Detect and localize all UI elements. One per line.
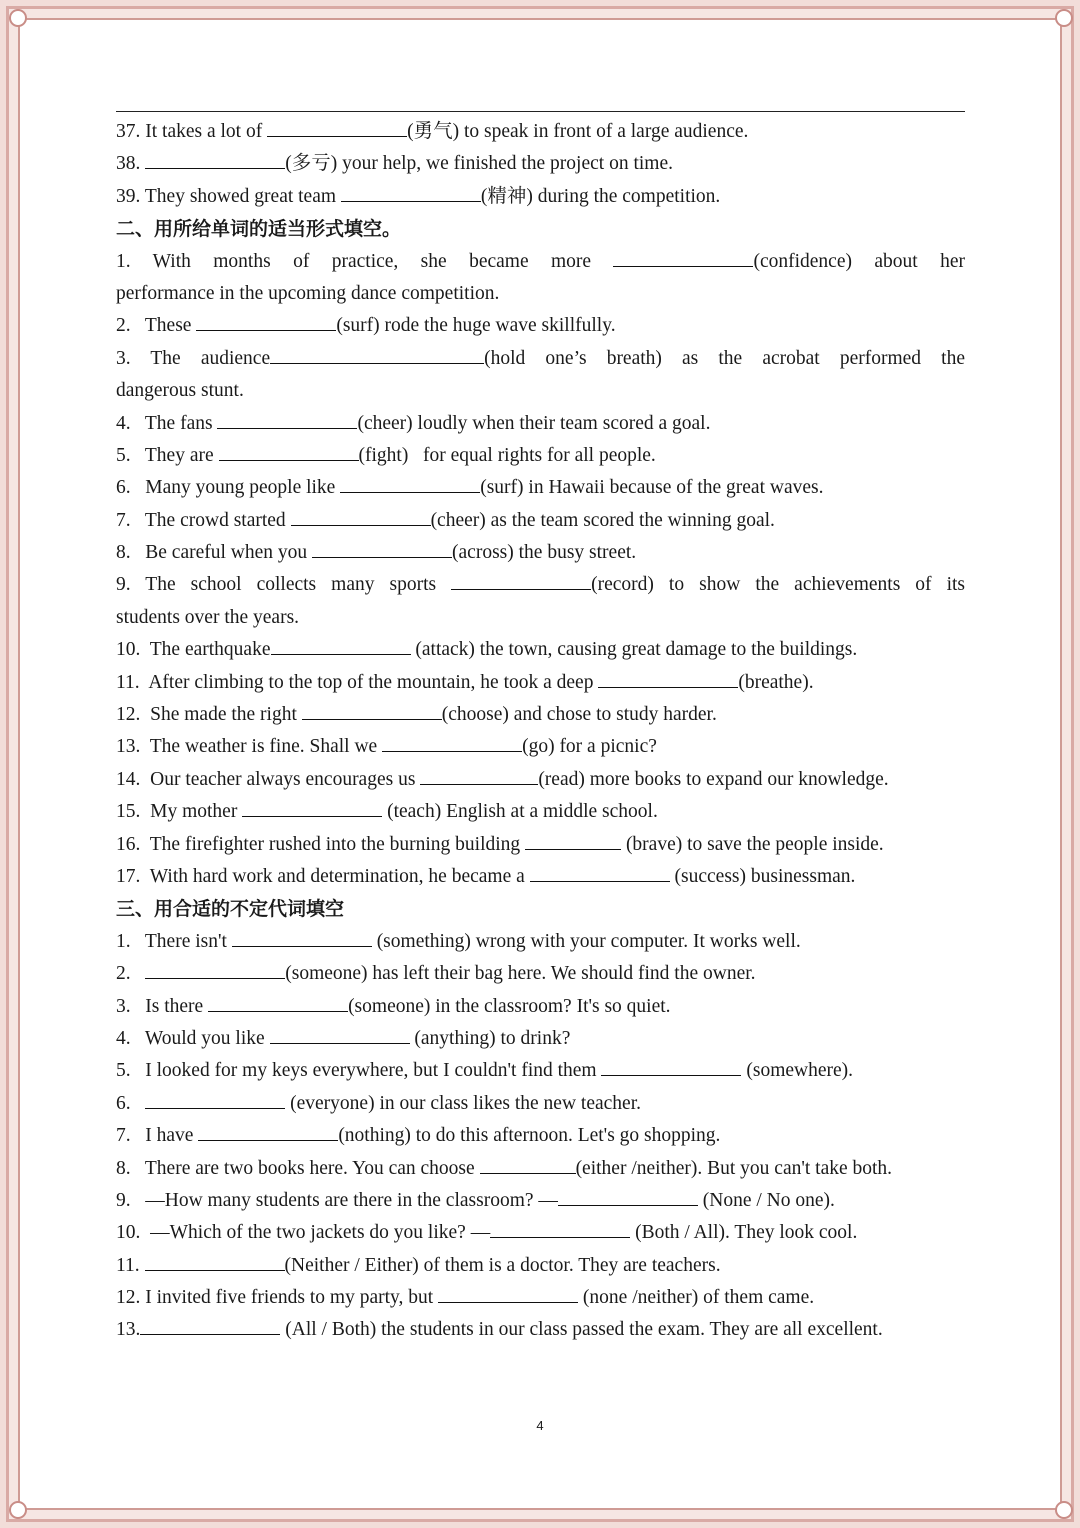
question-s3-10: 10. —Which of the two jackets do you like? — (Both / All). They look cool. (116, 1217, 965, 1249)
answer-blank[interactable] (271, 634, 411, 655)
question-s2-12: 12. She made the right (choose) and chose to study harder. (116, 699, 965, 731)
question-s3-11: 11. (Neither / Either) of them is a doctor. They are teachers. (116, 1250, 965, 1282)
question-s3-2: 2. (someone) has left their bag here. We should find the owner. (116, 958, 965, 990)
frame-corner-ornament (9, 1501, 27, 1519)
question-continuation: students over the years. (116, 606, 300, 628)
answer-blank[interactable] (145, 148, 285, 169)
answer-blank[interactable] (420, 764, 538, 785)
question-continuation: dangerous stunt. (116, 380, 244, 402)
answer-blank[interactable] (525, 829, 621, 850)
question-s2-11: 11. After climbing to the top of the mountain, he took a deep (breathe). (116, 667, 965, 699)
answer-blank[interactable] (341, 181, 481, 202)
question-s2-8: 8. Be careful when you (across) the busy street. (116, 537, 965, 569)
question-s2-10: 10. The earthquake (attack) the town, causing great damage to the buildings. (116, 634, 965, 666)
question-s2-4: 4. The fans (cheer) loudly when their team scored a goal. (116, 408, 965, 440)
answer-blank[interactable] (145, 1088, 285, 1109)
frame-corner-ornament (1055, 9, 1073, 27)
question-s3-13: 13. (All / Both) the students in our class passed the exam. They are all excellent. (116, 1314, 965, 1346)
answer-blank[interactable] (601, 1055, 741, 1076)
answer-blank[interactable] (270, 343, 484, 364)
answer-blank[interactable] (558, 1185, 698, 1206)
header-rule (116, 111, 965, 112)
answer-blank[interactable] (382, 731, 522, 752)
answer-blank[interactable] (490, 1217, 630, 1238)
question-s2-3: 3. The audience (hold one’s breath) as the acrobat performed the (116, 343, 965, 375)
question-s3-6: 6. (everyone) in our class likes the new teacher. (116, 1088, 965, 1120)
question-s2-15: 15. My mother (teach) English at a middle school. (116, 796, 965, 828)
answer-blank[interactable] (198, 1120, 338, 1141)
question-s2-17: 17. With hard work and determination, he became a (success) businessman. (116, 861, 965, 893)
question-s2-7: 7. The crowd started (cheer) as the team scored the winning goal. (116, 505, 965, 537)
question-s2-1: 1. With months of practice, she became more (confidence) about her (116, 246, 965, 278)
question-s3-3: 3. Is there (someone) in the classroom? It's so quiet. (116, 991, 965, 1023)
answer-blank[interactable] (208, 991, 348, 1012)
answer-blank[interactable] (196, 310, 336, 331)
question-s2-14: 14. Our teacher always encourages us (read) more books to expand our knowledge. (116, 764, 965, 796)
page-number: 4 (536, 1418, 544, 1433)
answer-blank[interactable] (530, 861, 670, 882)
question-s3-1: 1. There isn't (something) wrong with your computer. It works well. (116, 926, 965, 958)
answer-blank[interactable] (242, 796, 382, 817)
question-38: 38. (多亏) your help, we finished the project on time. (116, 148, 965, 180)
section-heading-2: 二、用所给单词的适当形式填空。 (116, 218, 402, 241)
frame-corner-ornament (1055, 1501, 1073, 1519)
question-s3-9: 9. —How many students are there in the classroom? — (None / No one). (116, 1185, 965, 1217)
question-s3-5: 5. I looked for my keys everywhere, but I couldn't find them (somewhere). (116, 1055, 965, 1087)
answer-blank[interactable] (598, 667, 738, 688)
answer-blank[interactable] (613, 246, 753, 267)
question-s3-8: 8. There are two books here. You can choose (either /neither). But you can't take both. (116, 1153, 965, 1185)
answer-blank[interactable] (480, 1153, 576, 1174)
answer-blank[interactable] (340, 472, 480, 493)
answer-blank[interactable] (217, 408, 357, 429)
frame-corner-ornament (9, 9, 27, 27)
answer-blank[interactable] (232, 926, 372, 947)
question-s2-13: 13. The weather is fine. Shall we (go) for a picnic? (116, 731, 965, 763)
answer-blank[interactable] (145, 958, 285, 979)
question-s2-9: 9. The school collects many sports (record) to show the achievements of its (116, 569, 965, 601)
question-s3-7: 7. I have (nothing) to do this afternoon. Let's go shopping. (116, 1120, 965, 1152)
answer-blank[interactable] (302, 699, 442, 720)
question-s3-12: 12. I invited five friends to my party, but (none /neither) of them came. (116, 1282, 965, 1314)
answer-blank[interactable] (140, 1314, 280, 1335)
answer-blank[interactable] (270, 1023, 410, 1044)
question-s3-4: 4. Would you like (anything) to drink? (116, 1023, 965, 1055)
question-39: 39. They showed great team (精神) during the competition. (116, 181, 965, 213)
answer-blank[interactable] (438, 1282, 578, 1303)
answer-blank[interactable] (267, 116, 407, 137)
question-s2-6: 6. Many young people like (surf) in Hawaii because of the great waves. (116, 472, 965, 504)
section-heading-3: 三、用合适的不定代词填空 (116, 898, 345, 921)
question-s2-16: 16. The firefighter rushed into the burning building (brave) to save the people inside. (116, 829, 965, 861)
answer-blank[interactable] (145, 1250, 285, 1271)
question-37: 37. It takes a lot of (勇气) to speak in front of a large audience. (116, 116, 965, 148)
answer-blank[interactable] (451, 569, 591, 590)
question-continuation: performance in the upcoming dance competition. (116, 282, 500, 304)
answer-blank[interactable] (291, 505, 431, 526)
question-s2-5: 5. They are (fight) for equal rights for all people. (116, 440, 965, 472)
worksheet-content (116, 116, 965, 1347)
answer-blank[interactable] (219, 440, 359, 461)
question-s2-2: 2. These (surf) rode the huge wave skillfully. (116, 310, 965, 342)
answer-blank[interactable] (312, 537, 452, 558)
